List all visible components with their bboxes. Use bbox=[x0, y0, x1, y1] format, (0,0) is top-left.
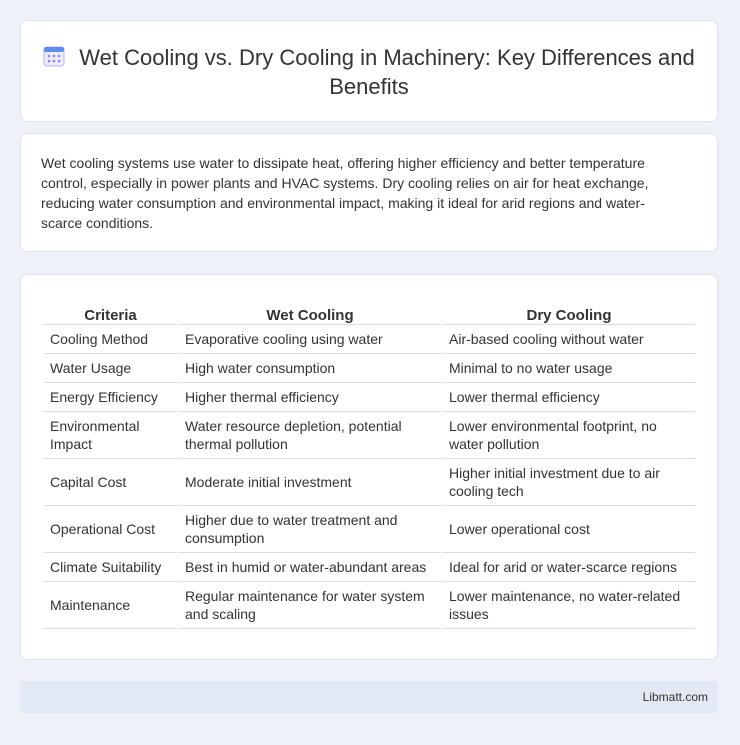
footer-brand-link[interactable]: Libmatt.com bbox=[642, 690, 708, 704]
dry-cooling-cell: Lower operational cost bbox=[443, 506, 695, 553]
title-card bbox=[20, 20, 718, 122]
dry-cooling-cell: Higher initial investment due to air cooling tech bbox=[443, 459, 695, 506]
criteria-cell: Water Usage bbox=[44, 354, 177, 383]
table-row bbox=[44, 354, 695, 383]
header-criteria: Criteria bbox=[44, 295, 177, 325]
table-row bbox=[44, 383, 695, 412]
intro-paragraph: Wet cooling systems use water to dissipate heat, offering higher efficiency and better temperature control, especially in power plants and HVAC systems. Dry cooling relies on air for heat exchange, reducing water consumption and environmental impact, making it ideal for arid regions and water-scarce conditions. bbox=[41, 155, 649, 231]
dry-cooling-cell: Lower environmental footprint, no water pollution bbox=[443, 412, 695, 459]
wet-cooling-cell: High water consumption bbox=[179, 354, 441, 383]
wet-cooling-cell: Moderate initial investment bbox=[179, 459, 441, 506]
page-title-text: Wet Cooling vs. Dry Cooling in Machinery: Key Differences and Benefits bbox=[79, 45, 695, 99]
calendar-icon bbox=[43, 45, 65, 67]
wet-cooling-cell: Evaporative cooling using water bbox=[179, 325, 441, 354]
criteria-cell: Environmental Impact bbox=[44, 412, 177, 459]
dry-cooling-cell: Lower thermal efficiency bbox=[443, 383, 695, 412]
wet-cooling-cell: Higher thermal efficiency bbox=[179, 383, 441, 412]
dry-cooling-cell: Lower maintenance, no water-related issues bbox=[443, 582, 695, 629]
dry-cooling-cell: Minimal to no water usage bbox=[443, 354, 695, 383]
table-row bbox=[44, 412, 695, 459]
criteria-cell: Capital Cost bbox=[44, 459, 177, 506]
wet-cooling-cell: Water resource depletion, potential thermal pollution bbox=[179, 412, 441, 459]
table-row bbox=[44, 325, 695, 354]
table-row bbox=[44, 506, 695, 553]
dry-cooling-cell: Ideal for arid or water-scarce regions bbox=[443, 553, 695, 582]
header-dry-cooling: Dry Cooling bbox=[443, 295, 695, 325]
header-wet-cooling: Wet Cooling bbox=[179, 295, 441, 325]
table-row bbox=[44, 459, 695, 506]
wet-cooling-cell: Higher due to water treatment and consumption bbox=[179, 506, 441, 553]
comparison-table bbox=[42, 295, 697, 629]
criteria-cell: Maintenance bbox=[44, 582, 177, 629]
comparison-card bbox=[20, 274, 718, 660]
dry-cooling-cell: Air-based cooling without water bbox=[443, 325, 695, 354]
criteria-cell: Operational Cost bbox=[44, 506, 177, 553]
wet-cooling-cell: Regular maintenance for water system and scaling bbox=[179, 582, 441, 629]
page-title bbox=[21, 43, 717, 101]
table-row bbox=[44, 582, 695, 629]
criteria-cell: Cooling Method bbox=[44, 325, 177, 354]
table-header-row bbox=[44, 295, 695, 325]
footer bbox=[20, 681, 718, 713]
criteria-cell: Climate Suitability bbox=[44, 553, 177, 582]
intro-card bbox=[20, 133, 718, 252]
criteria-cell: Energy Efficiency bbox=[44, 383, 177, 412]
wet-cooling-cell: Best in humid or water-abundant areas bbox=[179, 553, 441, 582]
table-row bbox=[44, 553, 695, 582]
